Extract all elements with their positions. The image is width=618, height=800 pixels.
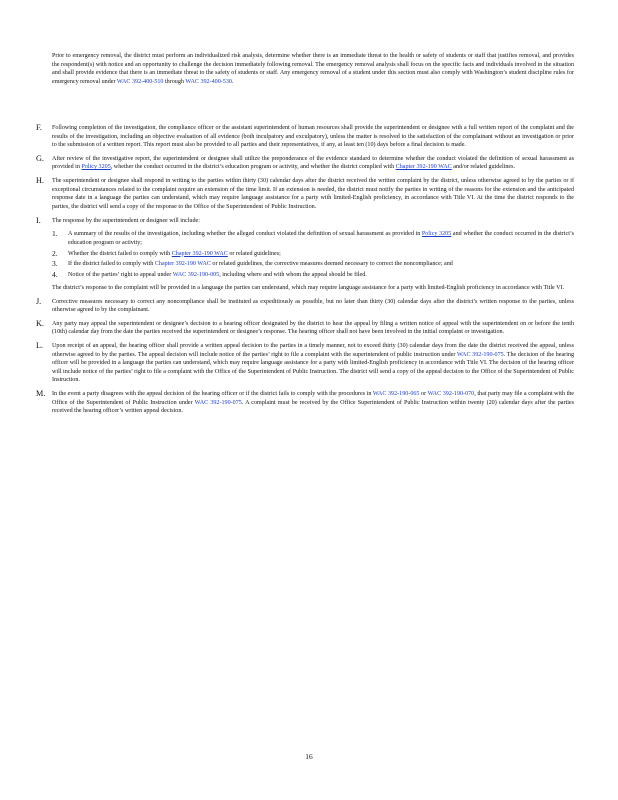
text-run: . The decision of the hearing officer will be provided in a language the parties can understand, which may require language assistance for a party with limited-English proficiency in accordance with Title VI. The decision of the hearing officer will include notice of the parties’ right to file a complaint with the Office of the Superintendent of Public Instruction. The district will send a copy of the appeal decision to the Office of the Superintendent of Public Instruction.: [52, 351, 575, 384]
section-letter: M.: [36, 389, 46, 399]
text-run: through: [163, 78, 186, 85]
section-item: [36, 342, 574, 385]
reference-link[interactable]: WAC 392-190-065: [372, 391, 420, 398]
section-item: [36, 177, 574, 211]
section-item: [36, 124, 574, 150]
section-letter: K.: [36, 318, 44, 328]
section-item: [36, 320, 574, 337]
list-text: [68, 250, 574, 259]
section-letter: H.: [36, 176, 44, 186]
section-text: [52, 298, 574, 315]
page-number: 16: [305, 752, 313, 761]
reference-link[interactable]: Policy 3205: [81, 164, 111, 171]
section-letter: L.: [36, 341, 44, 351]
section-item: [36, 217, 574, 292]
section-item: [36, 298, 574, 315]
reference-link[interactable]: WAC 392-190-005: [172, 272, 220, 279]
text-run: In the event a party disagrees with the appeal decision of the hearing officer or if the district fails to comply with the procedures in: [52, 391, 373, 398]
list-item: [52, 260, 574, 269]
section-text: [52, 390, 574, 416]
list-text: [68, 230, 574, 247]
text-run: Whether the district failed to comply with: [68, 250, 172, 257]
section-body: [52, 217, 574, 292]
list-number: 4.: [52, 270, 58, 280]
section-text: [52, 155, 574, 172]
section-body: [52, 342, 574, 385]
section-followup-text: [52, 284, 574, 293]
section-letter: I.: [36, 215, 41, 225]
text-run: The response by the superintendent or designee will include:: [52, 217, 200, 224]
text-run: Upon receipt of an appeal, the hearing officer shall provide a written appeal decision to the parties in a timely manner, not to exceed thirty (30) calendar days from the date the district received the appeal, unless otherwise agreed to by the parties. The appeal decision will include notice of the parties’ right to file a complaint with the superintendent of public instruction under: [52, 343, 574, 358]
section-body: [52, 320, 574, 337]
text-run: Notice of the parties’ right to appeal under: [68, 272, 173, 279]
lead-paragraph: [52, 52, 574, 86]
reference-link[interactable]: Chapter 392-190 WAC: [171, 250, 228, 257]
text-run: Prior to emergency removal, the district must perform an individualized risk analysis, determine whether there is an immediate threat to the health or safety of students or staff that justifies removal, and provides the respondent(s) with notice and an opportunity to challenge the decision immediately following removal. The emergency removal analysis shall focus on the specific facts and individuals involved in the situation and shall provide evidence that there is an immediate threat to the safety of students or staff. Any emergency removal of a student under this section must also comply with Washington’s student discipline rules for emergency removal under: [52, 53, 574, 85]
reference-link[interactable]: WAC 392-400-510: [116, 78, 164, 85]
numbered-list: [52, 230, 574, 279]
text-run: Following completion of the investigation, the compliance officer or the assistant superintendent of human resources shall provide the superintendent or designee with a full written report of the complaint and the results of the investigation, including an objective evaluation of all evidence (both inculpatory and exculpatory), unless the matter is resolved to the satisfaction of the complainant without an investigation or prior to the submission of a written report. This report must also be provided to all parties and their representatives, if any, at least ten (10) days before a final decision is made.: [52, 125, 574, 149]
text-run: and/or related guidelines.: [451, 164, 516, 171]
text-run: .: [231, 78, 234, 85]
section-letter: G.: [36, 153, 44, 163]
section-body: [52, 155, 574, 172]
text-run: or related guidelines, the corrective measures deemed necessary to correct the noncompliance; and: [210, 261, 453, 268]
list-item: [52, 271, 574, 280]
text-run: or related guidelines;: [227, 250, 281, 257]
text-run: The district’s response to the complaint will be provided in a language the parties can understand, which may require language assistance for a party with limited-English proficiency in accordance with Title VI.: [52, 284, 565, 291]
list-number: 1.: [52, 229, 58, 239]
text-run: , whether the conduct occurred in the district’s education program or activity, and whether the district complied with: [110, 164, 396, 171]
section-body: [52, 124, 574, 150]
reference-link[interactable]: WAC 392-190-075: [456, 351, 504, 358]
reference-link[interactable]: WAC 392-400-530: [185, 78, 232, 85]
section-body: [52, 298, 574, 315]
reference-link[interactable]: WAC 392-190-075: [194, 399, 242, 406]
section-text: [52, 124, 574, 150]
section-item: [36, 390, 574, 416]
text-run: After review of the investigative report, the superintendent or designee shall utilize the preponderance of the evidence standard to determine whether the conduct violated the definition of sexual harassment as provided in: [52, 155, 574, 171]
reference-link[interactable]: Chapter 392-190 WAC: [154, 261, 211, 268]
section-text: [52, 177, 574, 211]
text-run: , that party may file a complaint with the Office of the Superintendent of Public Instruction under: [52, 391, 575, 406]
text-run: and whether the conduct occurred in the district’s education program or activity;: [68, 231, 574, 246]
list-number: 2.: [52, 248, 58, 258]
list-text: [68, 260, 574, 269]
list-number: 3.: [52, 259, 58, 269]
list-item: [52, 230, 574, 247]
text-run: , including where and with whom the appeal should be filed.: [219, 272, 367, 279]
text-run: If the district failed to comply with: [68, 261, 155, 268]
text-run: . A complaint must be received by the Office Superintendent of Public Instruction within twenty (20) calendar days after the parties received the hearing officer’s written appeal decision.: [52, 399, 574, 415]
section-body: [52, 177, 574, 211]
reference-link[interactable]: WAC 392-190-070: [427, 391, 475, 398]
section-letter: F.: [36, 123, 42, 132]
text-run: The superintendent or designee shall respond in writing to the parties within thirty (30) calendar days after the district received the written complaint by the district, unless otherwise agreed to by the parties or if exceptional circumstances related to the complaint require an extension of the time limit. If an extension is needed, the district must notify the parties in writing of the reasons for the extension and the anticipated response date in a language the parties can understand, which may require language assistance for a party with limited-English proficiency, in accordance with Title VI. At the time the district responds to the parties, the district will send a copy of the response to the Office of the Superintendent of Public Instruction.: [52, 178, 574, 210]
section-text: [52, 217, 574, 226]
reference-link[interactable]: Policy 3205: [421, 231, 452, 238]
reference-link[interactable]: Chapter 392-190 WAC: [395, 164, 452, 171]
section-body: [52, 390, 574, 416]
section-text: [52, 320, 574, 337]
text-run: A summary of the results of the investigation, including whether the alleged conduct violated the definition of sexual harassment as provided in: [68, 231, 422, 238]
section-item: [36, 155, 574, 172]
text-run: Corrective measures necessary to correct any noncompliance shall be instituted as expeditiously as possible, but no later than thirty (30) calendar days after the district’s written response to the parties, unless otherwise agreed to by the complainant.: [52, 298, 574, 314]
section-text: [52, 342, 574, 385]
list-item: [52, 250, 574, 259]
text-run: Any party may appeal the superintendent or designee’s decision to a hearing officer designated by the district to hear the appeal by filing a written notice of appeal with the superintendent on or before the tenth (10th) calendar day from the date the parties received the superintendent or designee’s response. The hearing officer shall not have been involved in the initial complaint or investigation.: [52, 320, 574, 336]
section-letter: J.: [36, 296, 42, 306]
text-run: or: [419, 391, 428, 398]
list-text: [68, 271, 574, 280]
procedure-sections: [36, 124, 574, 421]
